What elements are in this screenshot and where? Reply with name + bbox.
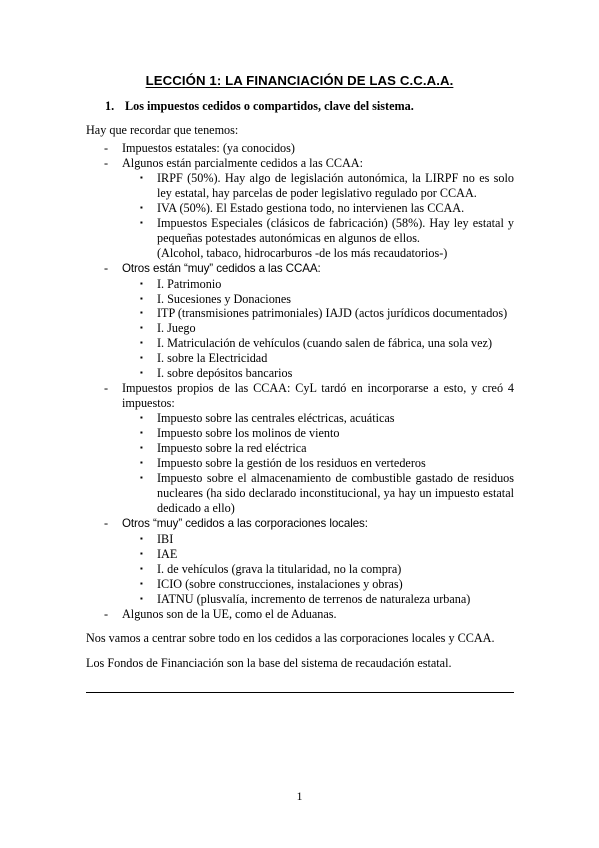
- square-bullet-icon: ▪: [140, 428, 143, 438]
- sub-list-item: ▪ Impuestos Especiales (clásicos de fabricación) (58%). Hay ley estatal y pequeñas potestades autonómicas en algunos de ellos.: [140, 215, 514, 245]
- sub-list-item: ▪ Impuesto sobre las centrales eléctricas, acuáticas: [140, 411, 395, 426]
- list-item: - Impuestos estatales: (ya conocidos): [104, 141, 295, 155]
- body-paragraph: Los Fondos de Financiación son la base del sistema de recaudación estatal.: [86, 656, 452, 670]
- sub-list-item: ▪ IVA (50%). El Estado gestiona todo, no intervienen las CCAA.: [140, 200, 465, 215]
- sub-list-item: ▪ I. Sucesiones y Donaciones: [140, 291, 292, 306]
- dash-marker: -: [104, 141, 109, 155]
- sub-list-item: ▪ ITP (transmisiones patrimoniales) IAJD (actos jurídicos documentados): [140, 306, 508, 321]
- list-item: - Otros están “muy” cedidos a las CCAA:: [104, 260, 321, 275]
- dash-marker: -: [104, 155, 109, 170]
- sub-list-item: ▪ I. Matriculación de vehículos (cuando salen de fábrica, una sola vez): [140, 336, 493, 351]
- page-number: 1: [296, 789, 303, 803]
- square-bullet-icon: ▪: [140, 368, 143, 378]
- square-bullet-icon: ▪: [140, 278, 143, 288]
- square-bullet-icon: ▪: [140, 413, 143, 423]
- square-bullet-icon: ▪: [140, 533, 143, 543]
- sub-list-item: ▪ IRPF (50%). Hay algo de legislación autonómica, la LIRPF no es solo ley estatal, hay parcelas de poder legislativo regulado por CCAA.: [140, 170, 514, 200]
- sub-list-item: ▪ I. sobre depósitos bancarios: [140, 366, 293, 381]
- section-text: Los impuestos cedidos o compartidos, clave del sistema.: [125, 99, 414, 113]
- tax-list: [0, 141, 599, 622]
- square-bullet-icon: ▪: [140, 308, 143, 318]
- dash-marker: -: [104, 381, 109, 396]
- dash-marker: -: [104, 606, 109, 621]
- sub-list-item: ▪ Impuesto sobre la gestión de los residuos en vertederos: [140, 456, 426, 471]
- sub-list-note: (Alcohol, tabaco, hidrocarburos -de los más recaudatorios-): [157, 245, 448, 260]
- square-bullet-icon: ▪: [140, 593, 143, 603]
- horizontal-rule: [86, 692, 514, 693]
- square-bullet-icon: ▪: [140, 293, 143, 303]
- sub-list-item: ▪ Impuesto sobre el almacenamiento de combustible gastado de residuos nucleares (ha sido declarado inconstitucional, ya hay un impuesto estatal dedicado a ello): [140, 470, 514, 515]
- square-bullet-icon: ▪: [140, 217, 143, 227]
- list-item: - Algunos son de la UE, como el de Aduanas.: [104, 606, 337, 621]
- dash-marker: -: [104, 515, 109, 530]
- square-bullet-icon: ▪: [140, 443, 143, 453]
- square-bullet-icon: ▪: [140, 338, 143, 348]
- square-bullet-icon: ▪: [140, 323, 143, 333]
- list-item: - Otros “muy” cedidos a las corporaciones locales:: [104, 515, 368, 530]
- list-item: - Algunos están parcialmente cedidos a las CCAA:: [104, 155, 363, 170]
- square-bullet-icon: ▪: [140, 458, 143, 468]
- square-bullet-icon: ▪: [140, 202, 143, 212]
- square-bullet-icon: ▪: [140, 563, 143, 573]
- square-bullet-icon: ▪: [140, 353, 143, 363]
- intro-text: Hay que recordar que tenemos:: [86, 123, 239, 137]
- list-item: - Impuestos propios de las CCAA: CyL tardó en incorporarse a esto, y creó 4 impuestos:: [104, 381, 514, 411]
- sub-list-item: ▪ Impuesto sobre la red eléctrica: [140, 441, 307, 456]
- sub-list-item: ▪ IAE: [140, 546, 178, 561]
- body-paragraph: Nos vamos a centrar sobre todo en los cedidos a las corporaciones locales y CCAA.: [86, 631, 495, 645]
- lesson-title: LECCIÓN 1: LA FINANCIACIÓN DE LAS C.C.A.A.: [145, 73, 454, 88]
- section-heading: [105, 99, 414, 114]
- square-bullet-icon: ▪: [140, 548, 143, 558]
- square-bullet-icon: ▪: [140, 172, 143, 182]
- section-number: 1.: [105, 99, 115, 113]
- sub-list-item: ▪ I. Patrimonio: [140, 276, 222, 291]
- dash-marker: -: [104, 260, 109, 275]
- sub-list-item: ▪ IBI: [140, 531, 174, 546]
- sub-list-item: ▪ I. de vehículos (grava la titularidad, no la compra): [140, 561, 402, 576]
- sub-list-item: ▪ ICIO (sobre construcciones, instalaciones y obras): [140, 576, 403, 591]
- sub-list-item: ▪ IATNU (plusvalía, incremento de terrenos de naturaleza urbana): [140, 591, 471, 606]
- sub-list-item: ▪ I. Juego: [140, 321, 196, 336]
- sub-list-item: ▪ I. sobre la Electricidad: [140, 351, 268, 366]
- sub-list-item: ▪ Impuesto sobre los molinos de viento: [140, 426, 340, 441]
- square-bullet-icon: ▪: [140, 472, 143, 482]
- square-bullet-icon: ▪: [140, 578, 143, 588]
